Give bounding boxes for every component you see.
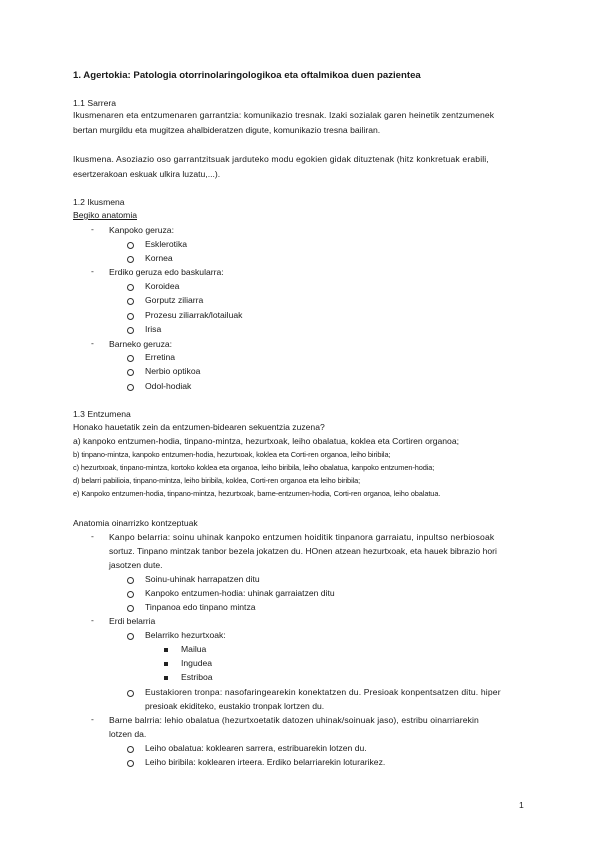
list-group-label: Kanpoko geruza: (109, 225, 174, 235)
circle-bullet (127, 384, 134, 391)
quiz-option-c: c) hezurtxoak, tinpano-mintza, kortoko koklea eta organoa, leiho biribila, leiho obalatua, kanpoko entzumen-hodia; (73, 463, 435, 472)
circle-bullet (127, 746, 134, 753)
list-group-label: Erdiko geruza edo baskularra: (109, 267, 224, 277)
page-title: 1. Agertokia: Patologia otorrinolaringologikoa eta oftalmikoa duen pazientea (73, 70, 421, 81)
paragraph-line: Ikusmenaren eta entzumenaren garrantzia: komunikazio tresnak. Izaki sozialak garen heinetik zentzumenek (73, 110, 495, 120)
square-bullet (164, 676, 168, 680)
paragraph-line: Kanpo belarria: soinu uhinak kanpoko entzumen hoiditik tinpanora garraiatu, inpultso nerbiosoak (109, 532, 495, 542)
circle-bullet (127, 369, 134, 376)
circle-bullet (127, 284, 134, 291)
list-item: Koroidea (145, 281, 180, 291)
page-number: 1 (519, 800, 524, 810)
quiz-option-a: a) kanpoko entzumen-hodia, tinpano-mintza, hezurtxoak, leiho obalatua, koklea eta Cortiren organoa; (73, 436, 460, 446)
list-item: Nerbio optikoa (145, 366, 201, 376)
list-item: Esklerotika (145, 239, 188, 249)
quiz-question: Honako hauetatik zein da entzumen-bidearen sekuentzia zuzena? (73, 422, 325, 432)
circle-bullet (127, 313, 134, 320)
dash-bullet: - (91, 714, 94, 724)
dash-bullet: - (91, 615, 94, 625)
list-item: Belarriko hezurtxoak: (145, 630, 226, 640)
quiz-option-e: e) Kanpoko entzumen-hodia, tinpano-mintza, hezurtxoak, barne-entzumen-hodia, Corti-ren organoa, leiho obalatua. (73, 489, 441, 498)
list-item: Estriboa (181, 672, 213, 682)
paragraph-line: Ikusmena. Asoziazio oso garrantzitsuak jarduteko modu egokien gidak dituztenak (hitz konkretuak erabili, (73, 154, 489, 164)
list-item: Gorputz ziliarra (145, 295, 204, 305)
circle-bullet (127, 355, 134, 362)
paragraph-line: esertzerakoan eskuak ulkira luzatu,...). (73, 169, 221, 179)
square-bullet (164, 662, 168, 666)
list-item: Kanpoko entzumen-hodia: uhinak garraiatzen ditu (145, 588, 335, 598)
list-item: Ingudea (181, 658, 213, 668)
circle-bullet (127, 242, 134, 249)
list-item: Tinpanoa edo tinpano mintza (145, 602, 256, 612)
list-item: Mailua (181, 644, 207, 654)
circle-bullet (127, 256, 134, 263)
list-item: Leiho biribila: koklearen irteera. Erdiko belarriarekin loturarikez. (145, 757, 386, 767)
circle-bullet (127, 577, 134, 584)
circle-bullet (127, 760, 134, 767)
quiz-option-b: b) tinpano-mintza, kanpoko entzumen-hodia, hezurtxoak, koklea eta Corti-ren organoa, leiho biribila; (73, 450, 391, 459)
paragraph-line: jasotzen dute. (109, 560, 163, 570)
dash-bullet: - (91, 338, 94, 348)
circle-bullet (127, 690, 134, 697)
list-group-label: Barneko geruza: (109, 339, 173, 349)
circle-bullet (127, 327, 134, 334)
square-bullet (164, 648, 168, 652)
paragraph-line: sortuz. Tinpano mintzak tanbor bezela jokatzen du. HOnen atzean hezurtxoak, eta hauek bibrazio hori (109, 546, 497, 556)
dash-bullet: - (91, 266, 94, 276)
paragraph-line: Barne balrria: lehio obalatua (hezurtxoetatik datozen uhinak/soinuak jaso), estribu oinarriarekin (109, 715, 479, 725)
list-item: Kornea (145, 253, 173, 263)
circle-bullet (127, 605, 134, 612)
list-group-label: Erdi belarria (109, 616, 156, 626)
anatomy-heading: Anatomia oinarrizko kontzeptuak (73, 518, 198, 528)
paragraph-line: bertan murgildu eta mugitzea ahalbideratzen digute, komunikazio tresna bailiran. (73, 125, 381, 135)
subheading-begiko-anatomia: Begiko anatomia (73, 210, 138, 220)
list-item: Soinu-uhinak harrapatzen ditu (145, 574, 260, 584)
list-item: Prozesu ziliarrak/lotailuak (145, 310, 243, 320)
section-heading-entzumena: 1.3 Entzumena (73, 409, 131, 419)
dash-bullet: - (91, 531, 94, 541)
section-heading-ikusmena: 1.2 Ikusmena (73, 197, 125, 207)
dash-bullet: - (91, 224, 94, 234)
paragraph-line: lotzen da. (109, 729, 147, 739)
paragraph-line: Eustakioren tronpa: nasofaringearekin konektatzen du. Presioak konpentsatzen ditu. hiper (145, 687, 501, 697)
circle-bullet (127, 298, 134, 305)
circle-bullet (127, 633, 134, 640)
list-item: Odol-hodiak (145, 381, 192, 391)
list-item: Erretina (145, 352, 176, 362)
list-item: Leiho obalatua: koklearen sarrera, estribuarekin lotzen du. (145, 743, 367, 753)
list-item: Irisa (145, 324, 162, 334)
quiz-option-d: d) belarri pabilioia, tinpano-mintza, leiho biribila, koklea, Corti-ren organoa eta leiho biribila; (73, 476, 361, 485)
paragraph-line: presioak ekiditeko, eustakio tronpak lortzen du. (145, 701, 325, 711)
section-heading-sarrera: 1.1 Sarrera (73, 98, 116, 108)
circle-bullet (127, 591, 134, 598)
